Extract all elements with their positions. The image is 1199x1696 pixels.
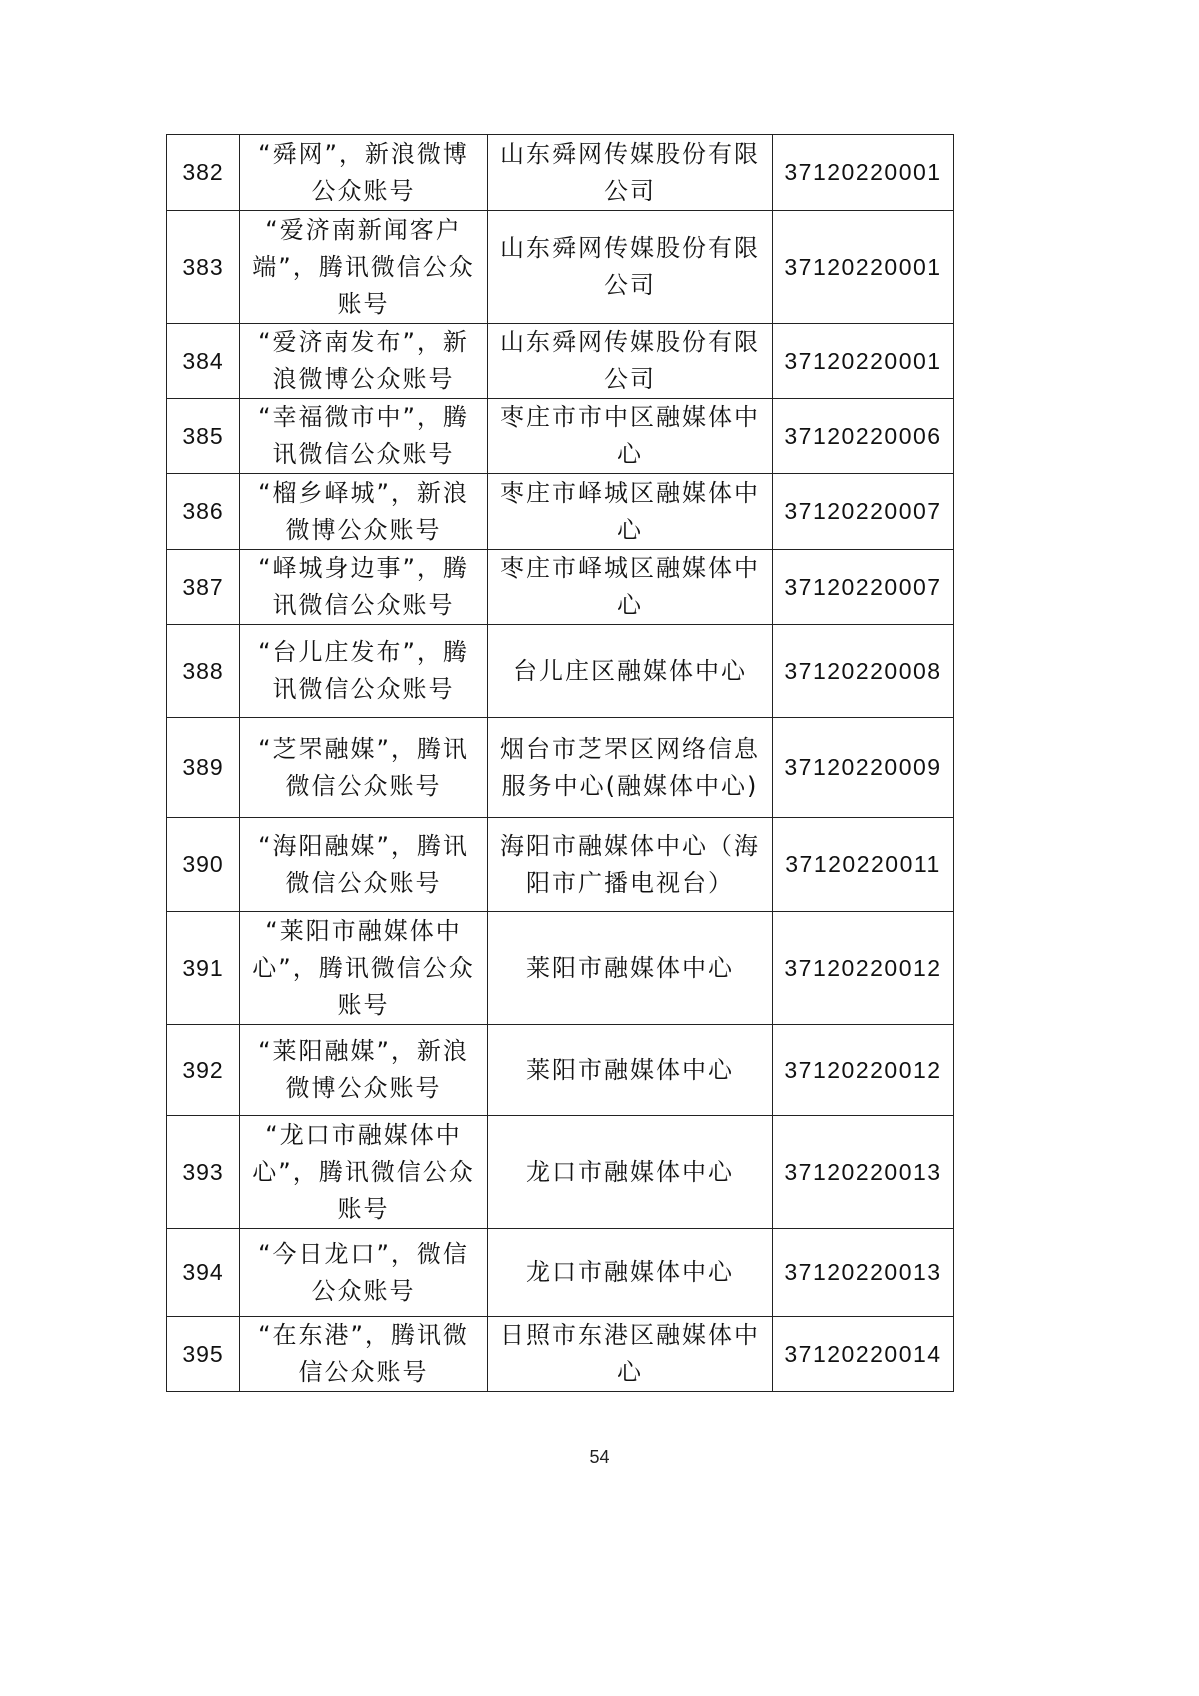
- table-row: [167, 135, 954, 211]
- account-name: “莱阳融媒”，新浪微博公众账号: [240, 1025, 488, 1116]
- registry-table: [166, 134, 954, 1392]
- organization-name: 海阳市融媒体中心（海阳市广播电视台）: [488, 818, 773, 912]
- table-row: [167, 550, 954, 625]
- account-name: “舜网”，新浪微博公众账号: [240, 135, 488, 211]
- table-row: [167, 474, 954, 550]
- table-row: [167, 1317, 954, 1392]
- table-row: [167, 818, 954, 912]
- table-row: [167, 625, 954, 718]
- row-number: 394: [167, 1229, 240, 1317]
- organization-name: 枣庄市峄城区融媒体中心: [488, 474, 773, 550]
- organization-name: 山东舜网传媒股份有限公司: [488, 135, 773, 211]
- table-row: [167, 1025, 954, 1116]
- registration-code: 37120220006: [773, 399, 954, 474]
- account-name: “台儿庄发布”，腾讯微信公众账号: [240, 625, 488, 718]
- row-number: 391: [167, 912, 240, 1025]
- row-number: 383: [167, 211, 240, 324]
- registration-code: 37120220001: [773, 211, 954, 324]
- organization-name: 龙口市融媒体中心: [488, 1116, 773, 1229]
- registration-code: 37120220014: [773, 1317, 954, 1392]
- table-row: [167, 211, 954, 324]
- registration-code: 37120220007: [773, 474, 954, 550]
- account-name: “爱济南发布”，新浪微博公众账号: [240, 324, 488, 399]
- row-number: 393: [167, 1116, 240, 1229]
- account-name: “幸福微市中”，腾讯微信公众账号: [240, 399, 488, 474]
- registration-code: 37120220012: [773, 912, 954, 1025]
- registration-code: 37120220001: [773, 135, 954, 211]
- row-number: 388: [167, 625, 240, 718]
- row-number: 387: [167, 550, 240, 625]
- registration-code: 37120220013: [773, 1116, 954, 1229]
- organization-name: 日照市东港区融媒体中心: [488, 1317, 773, 1392]
- organization-name: 烟台市芝罘区网络信息服务中心(融媒体中心): [488, 718, 773, 818]
- account-name: “峄城身边事”，腾讯微信公众账号: [240, 550, 488, 625]
- registration-code: 37120220007: [773, 550, 954, 625]
- row-number: 390: [167, 818, 240, 912]
- table-row: [167, 324, 954, 399]
- table-row: [167, 912, 954, 1025]
- organization-name: 莱阳市融媒体中心: [488, 912, 773, 1025]
- account-name: “榴乡峄城”，新浪微博公众账号: [240, 474, 488, 550]
- account-name: “芝罘融媒”，腾讯微信公众账号: [240, 718, 488, 818]
- account-name: “在东港”，腾讯微信公众账号: [240, 1317, 488, 1392]
- row-number: 389: [167, 718, 240, 818]
- account-name: “龙口市融媒体中心”，腾讯微信公众账号: [240, 1116, 488, 1229]
- row-number: 384: [167, 324, 240, 399]
- registration-code: 37120220013: [773, 1229, 954, 1317]
- row-number: 386: [167, 474, 240, 550]
- page-number: 54: [589, 1447, 610, 1467]
- account-name: “海阳融媒”，腾讯微信公众账号: [240, 818, 488, 912]
- row-number: 382: [167, 135, 240, 211]
- registration-code: 37120220011: [773, 818, 954, 912]
- registration-code: 37120220001: [773, 324, 954, 399]
- organization-name: 山东舜网传媒股份有限公司: [488, 211, 773, 324]
- registration-code: 37120220009: [773, 718, 954, 818]
- organization-name: 台儿庄区融媒体中心: [488, 625, 773, 718]
- registration-code: 37120220008: [773, 625, 954, 718]
- table-row: [167, 1116, 954, 1229]
- table-row: [167, 399, 954, 474]
- row-number: 385: [167, 399, 240, 474]
- organization-name: 龙口市融媒体中心: [488, 1229, 773, 1317]
- organization-name: 山东舜网传媒股份有限公司: [488, 324, 773, 399]
- organization-name: 莱阳市融媒体中心: [488, 1025, 773, 1116]
- table-row: [167, 1229, 954, 1317]
- organization-name: 枣庄市峄城区融媒体中心: [488, 550, 773, 625]
- account-name: “今日龙口”，微信公众账号: [240, 1229, 488, 1317]
- registration-code: 37120220012: [773, 1025, 954, 1116]
- account-name: “莱阳市融媒体中心”，腾讯微信公众账号: [240, 912, 488, 1025]
- account-name: “爱济南新闻客户端”，腾讯微信公众账号: [240, 211, 488, 324]
- organization-name: 枣庄市市中区融媒体中心: [488, 399, 773, 474]
- row-number: 395: [167, 1317, 240, 1392]
- table-row: [167, 718, 954, 818]
- row-number: 392: [167, 1025, 240, 1116]
